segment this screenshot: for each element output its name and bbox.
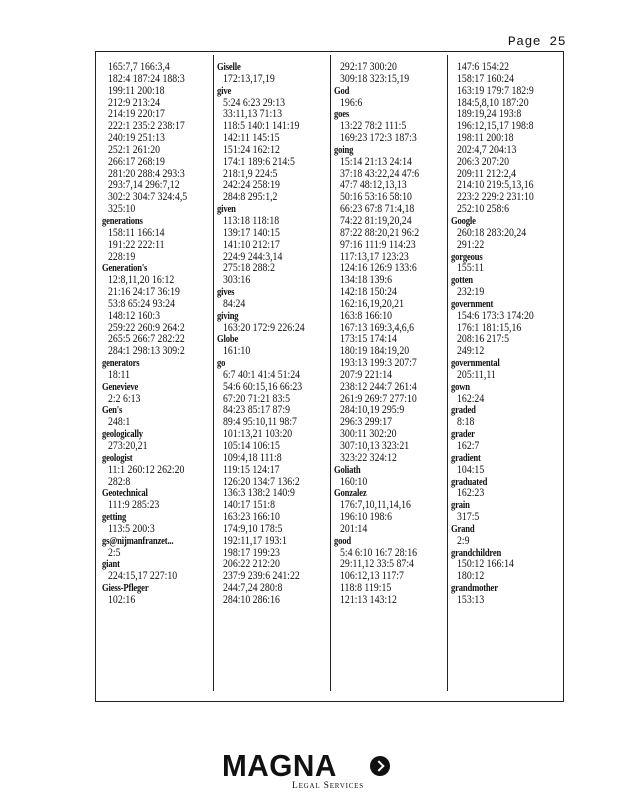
index-reference: 74:22 81:19,20,24 [340, 214, 412, 227]
index-headword: give [217, 85, 232, 97]
index-reference: 148:12 160:3 [108, 309, 160, 322]
index-reference: 84:23 85:17 87:9 [223, 404, 290, 417]
index-reference: 162:7 [457, 440, 480, 452]
index-headword: going [334, 144, 354, 156]
index-headword: gradient [451, 452, 481, 464]
index-reference: 207:9 221:14 [340, 368, 392, 381]
index-reference: 224:15,17 227:10 [108, 570, 178, 583]
index-headword: getting [102, 512, 127, 524]
index-reference: 162:16,19,20,21 [340, 297, 404, 310]
index-reference: 317:5 [457, 511, 480, 524]
index-reference: 54:6 60:15,16 66:23 [223, 380, 303, 393]
index-headword: grandmother [451, 583, 498, 595]
index-headword: generations [102, 215, 143, 227]
index-reference: 176:1 181:15,16 [457, 321, 522, 334]
index-reference: 199:11 200:18 [108, 84, 165, 97]
index-headword: grandchildren [451, 547, 502, 559]
index-reference: 252:10 258:6 [457, 203, 509, 216]
index-reference: 201:14 [340, 522, 368, 535]
index-headword: grain [451, 500, 470, 512]
index-reference: 165:7,7 166:3,4 [108, 61, 170, 73]
index-headword: goes [334, 109, 350, 121]
index-reference: 224:9 244:3,14 [223, 250, 283, 263]
index-reference: 293:7,14 296:7,12 [108, 179, 180, 192]
index-headword: Genevieve [102, 381, 139, 393]
index-reference: 106:12,13 117:7 [340, 570, 404, 583]
index-reference: 167:13 169:3,4,6,6 [340, 321, 415, 334]
index-reference: 2:9 [457, 534, 470, 547]
index-headword: gotten [451, 275, 473, 287]
index-reference: 161:10 [223, 345, 251, 358]
index-reference: 214:10 219:5,13,16 [457, 179, 534, 192]
index-reference: 89:4 95:10,11 98:7 [223, 416, 297, 429]
index-headword: Generation's [102, 263, 148, 275]
index-reference: 196:12,15,17 198:8 [457, 120, 534, 133]
index-reference: 147:6 154:22 [457, 61, 509, 73]
index-reference: 222:1 235:2 238:17 [108, 120, 185, 133]
index-reference: 102:16 [108, 593, 136, 606]
index-reference: 66:23 67:8 71:4,18 [340, 203, 415, 216]
index-reference: 15:14 21:13 24:14 [340, 155, 412, 168]
index-headword: Giselle [217, 62, 241, 73]
index-headword: government [451, 298, 494, 310]
index-reference: 150:12 166:14 [457, 558, 514, 571]
index-reference: 50:16 53:16 58:10 [340, 191, 412, 204]
index-headword: Gen's [102, 405, 123, 417]
index-reference: 8:18 [457, 416, 475, 429]
index-reference: 12:8,11,20 16:12 [108, 274, 175, 287]
index-column-4 [451, 62, 563, 607]
index-reference: 111:9 285:23 [108, 499, 160, 512]
index-reference: 118:8 119:15 [340, 582, 392, 595]
index-reference: 214:19 220:17 [108, 108, 165, 121]
index-reference: 282:8 [108, 475, 131, 488]
index-reference: 154:6 173:3 174:20 [457, 309, 534, 322]
index-reference: 2:2 6:13 [108, 392, 141, 405]
index-reference: 158:17 160:24 [457, 72, 514, 85]
index-reference: 284:8 295:1,2 [223, 191, 278, 204]
index-reference: 124:16 126:9 133:6 [340, 262, 417, 275]
index-reference: 238:12 244:7 261:4 [340, 380, 417, 393]
index-reference: 53:8 65:24 93:24 [108, 297, 175, 310]
index-reference: 140:17 151:8 [223, 499, 275, 512]
index-reference: 84:24 [223, 297, 246, 310]
index-reference: 266:17 268:19 [108, 155, 165, 168]
index-headword: giant [102, 559, 120, 571]
index-reference: 237:9 239:6 241:22 [223, 570, 300, 583]
index-reference: 142:18 150:24 [340, 286, 397, 299]
index-reference: 158:11 166:14 [108, 226, 165, 239]
index-reference: 284:10 286:16 [223, 593, 280, 606]
index-reference: 202:4,7 204:13 [457, 143, 517, 156]
index-reference: 153:13 [457, 593, 485, 606]
index-column-1 [102, 62, 214, 607]
index-reference: 198:17 199:23 [223, 546, 280, 559]
index-reference: 18:11 [108, 368, 130, 381]
logo-tagline: Legal Services [292, 781, 364, 791]
index-reference: 134:18 139:6 [340, 274, 392, 287]
index-reference: 169:23 172:3 187:3 [340, 132, 417, 145]
index-reference: 261:9 269:7 277:10 [340, 392, 417, 405]
index-reference: 113:18 118:18 [223, 214, 280, 227]
index-reference: 275:18 288:2 [223, 262, 275, 275]
index-reference: 189:19,24 193:8 [457, 108, 522, 121]
index-reference: 47:7 48:12,13,13 [340, 179, 407, 192]
index-headword: good [334, 535, 351, 547]
index-reference: 193:13 199:3 207:7 [340, 357, 417, 370]
index-reference: 284:10,19 295:9 [340, 404, 405, 417]
index-reference: 260:18 283:20,24 [457, 226, 527, 239]
index-headword: gs@nijmanfranzet... [102, 535, 174, 547]
index-headword: governmental [451, 358, 500, 370]
index-reference: 117:13,17 123:23 [340, 250, 409, 263]
index-reference: 284:1 298:13 309:2 [108, 345, 185, 358]
index-headword: go [217, 358, 226, 370]
index-headword: Goliath [334, 464, 361, 476]
index-reference: 5:4 6:10 16:7 28:16 [340, 546, 418, 559]
page-number: Page 25 [507, 34, 566, 49]
index-headword: God [334, 85, 350, 97]
index-reference: 281:20 288:4 293:3 [108, 167, 185, 180]
index-reference: 206:22 212:20 [223, 558, 280, 571]
index-headword: Gonzalez [334, 488, 367, 500]
index-reference: 141:10 212:17 [223, 238, 280, 251]
index-reference: 273:20,21 [108, 440, 148, 452]
index-reference: 163:23 166:10 [223, 511, 280, 524]
index-reference: 325:10 [108, 203, 136, 216]
index-reference: 296:3 299:17 [340, 416, 392, 429]
index-reference: 248:1 [108, 416, 131, 429]
index-reference: 184:5,8,10 187:20 [457, 96, 529, 109]
index-reference: 136:3 138:2 140:9 [223, 487, 295, 500]
index-headword: graded [451, 405, 476, 417]
index-reference: 29:11,12 33:5 87:4 [340, 558, 414, 571]
index-reference: 291:22 [457, 238, 485, 251]
index-reference: 228:19 [108, 250, 136, 263]
index-reference: 192:11,17 193:1 [223, 534, 287, 547]
index-reference: 300:11 302:20 [340, 428, 397, 441]
index-reference: 142:11 145:15 [223, 132, 280, 145]
index-reference: 139:17 140:15 [223, 226, 280, 239]
index-reference: 160:10 [340, 475, 368, 488]
index-reference: 155:11 [457, 262, 484, 275]
index-reference: 249:12 [457, 345, 485, 358]
index-reference: 87:22 88:20,21 96:2 [340, 226, 420, 239]
index-headword: geologically [102, 429, 143, 441]
index-reference: 309:18 323:15,19 [340, 72, 410, 85]
index-headword: gorgeous [451, 251, 483, 263]
index-reference: 118:5 140:1 141:19 [223, 120, 300, 133]
index-reference: 172:13,17,19 [223, 72, 275, 85]
index-reference: 191:22 222:11 [108, 238, 165, 251]
index-reference: 244:7,24 280:8 [223, 582, 283, 595]
index-reference: 162:24 [457, 392, 485, 405]
index-reference: 119:15 124:17 [223, 463, 280, 476]
index-reference: 240:19 251:13 [108, 132, 165, 145]
index-reference: 196:6 [340, 96, 363, 109]
index-column-3 [334, 62, 446, 607]
index-reference: 105:14 106:15 [223, 440, 280, 452]
index-reference: 259:22 260:9 264:2 [108, 321, 185, 334]
index-reference: 196:10 198:6 [340, 511, 392, 524]
index-reference: 121:13 143:12 [340, 593, 397, 606]
index-headword: graduated [451, 476, 488, 488]
index-reference: 173:15 174:14 [340, 333, 397, 346]
index-reference: 163:20 172:9 226:24 [223, 321, 305, 334]
index-headword: Google [451, 215, 476, 227]
index-reference: 11:1 260:12 262:20 [108, 463, 185, 476]
index-reference: 206:3 207:20 [457, 155, 509, 168]
index-reference: 208:16 217:5 [457, 333, 509, 346]
index-reference: 292:17 300:20 [340, 61, 397, 73]
logo-wordmark: MAGNA [222, 748, 337, 783]
index-reference: 104:15 [457, 463, 485, 476]
index-reference: 5:24 6:23 29:13 [223, 96, 286, 109]
index-column-2 [217, 62, 329, 607]
index-reference: 163:19 179:7 182:9 [457, 84, 534, 97]
index-reference: 151:24 162:12 [223, 143, 280, 156]
index-reference: 101:13,21 103:20 [223, 428, 293, 441]
index-headword: Giess-Pfleger [102, 583, 149, 595]
index-reference: 223:2 229:2 231:10 [457, 191, 534, 204]
index-reference: 176:7,10,11,14,16 [340, 499, 411, 512]
index-reference: 182:4 187:24 188:3 [108, 72, 185, 85]
index-reference: 163:8 166:10 [340, 309, 392, 322]
index-reference: 21:16 24:17 36:19 [108, 286, 180, 299]
index-reference: 13:22 78:2 111:5 [340, 120, 407, 133]
index-reference: 302:2 304:7 324:4,5 [108, 191, 188, 204]
index-reference: 212:9 213:24 [108, 96, 160, 109]
index-reference: 2:5 [108, 546, 121, 559]
index-reference: 232:19 [457, 286, 485, 299]
index-reference: 109:4,18 111:8 [223, 451, 282, 464]
index-reference: 67:20 71:21 83:5 [223, 392, 290, 405]
index-reference: 113:5 200:3 [108, 522, 155, 535]
index-reference: 303:16 [223, 274, 251, 287]
index-reference: 323:22 324:12 [340, 451, 397, 464]
index-reference: 174:9,10 178:5 [223, 522, 283, 535]
index-headword: generators [102, 358, 140, 370]
index-reference: 307:10,13 323:21 [340, 440, 410, 452]
chevron-circle-icon [370, 756, 390, 776]
index-reference: 174:1 189:6 214:5 [223, 155, 295, 168]
index-reference: 242:24 258:19 [223, 179, 280, 192]
index-reference: 209:11 212:2,4 [457, 167, 516, 180]
index-reference: 218:1,9 224:5 [223, 167, 278, 180]
index-reference: 265:5 266:7 282:22 [108, 333, 185, 346]
index-headword: giving [217, 310, 239, 322]
index-headword: Geotechnical [102, 488, 148, 500]
index-reference: 162:23 [457, 487, 485, 500]
index-reference: 198:11 200:18 [457, 132, 514, 145]
index-reference: 6:7 40:1 41:4 51:24 [223, 368, 301, 381]
index-reference: 33:11,13 71:13 [223, 108, 282, 121]
index-headword: geologist [102, 452, 133, 464]
index-headword: given [217, 204, 236, 216]
index-headword: gown [451, 381, 470, 393]
index-headword: Grand [451, 523, 475, 535]
index-reference: 97:16 111:9 114:23 [340, 238, 416, 251]
index-reference: 37:18 43:22,24 47:6 [340, 167, 420, 180]
index-reference: 126:20 134:7 136:2 [223, 475, 300, 488]
index-reference: 205:11,11 [457, 368, 496, 381]
index-headword: gives [217, 287, 235, 299]
index-reference: 180:12 [457, 570, 485, 583]
index-reference: 252:1 261:20 [108, 143, 160, 156]
index-headword: Globe [217, 334, 239, 346]
index-reference: 180:19 184:19,20 [340, 345, 410, 358]
index-headword: grader [451, 429, 475, 441]
magna-legal-services-logo [222, 748, 402, 792]
